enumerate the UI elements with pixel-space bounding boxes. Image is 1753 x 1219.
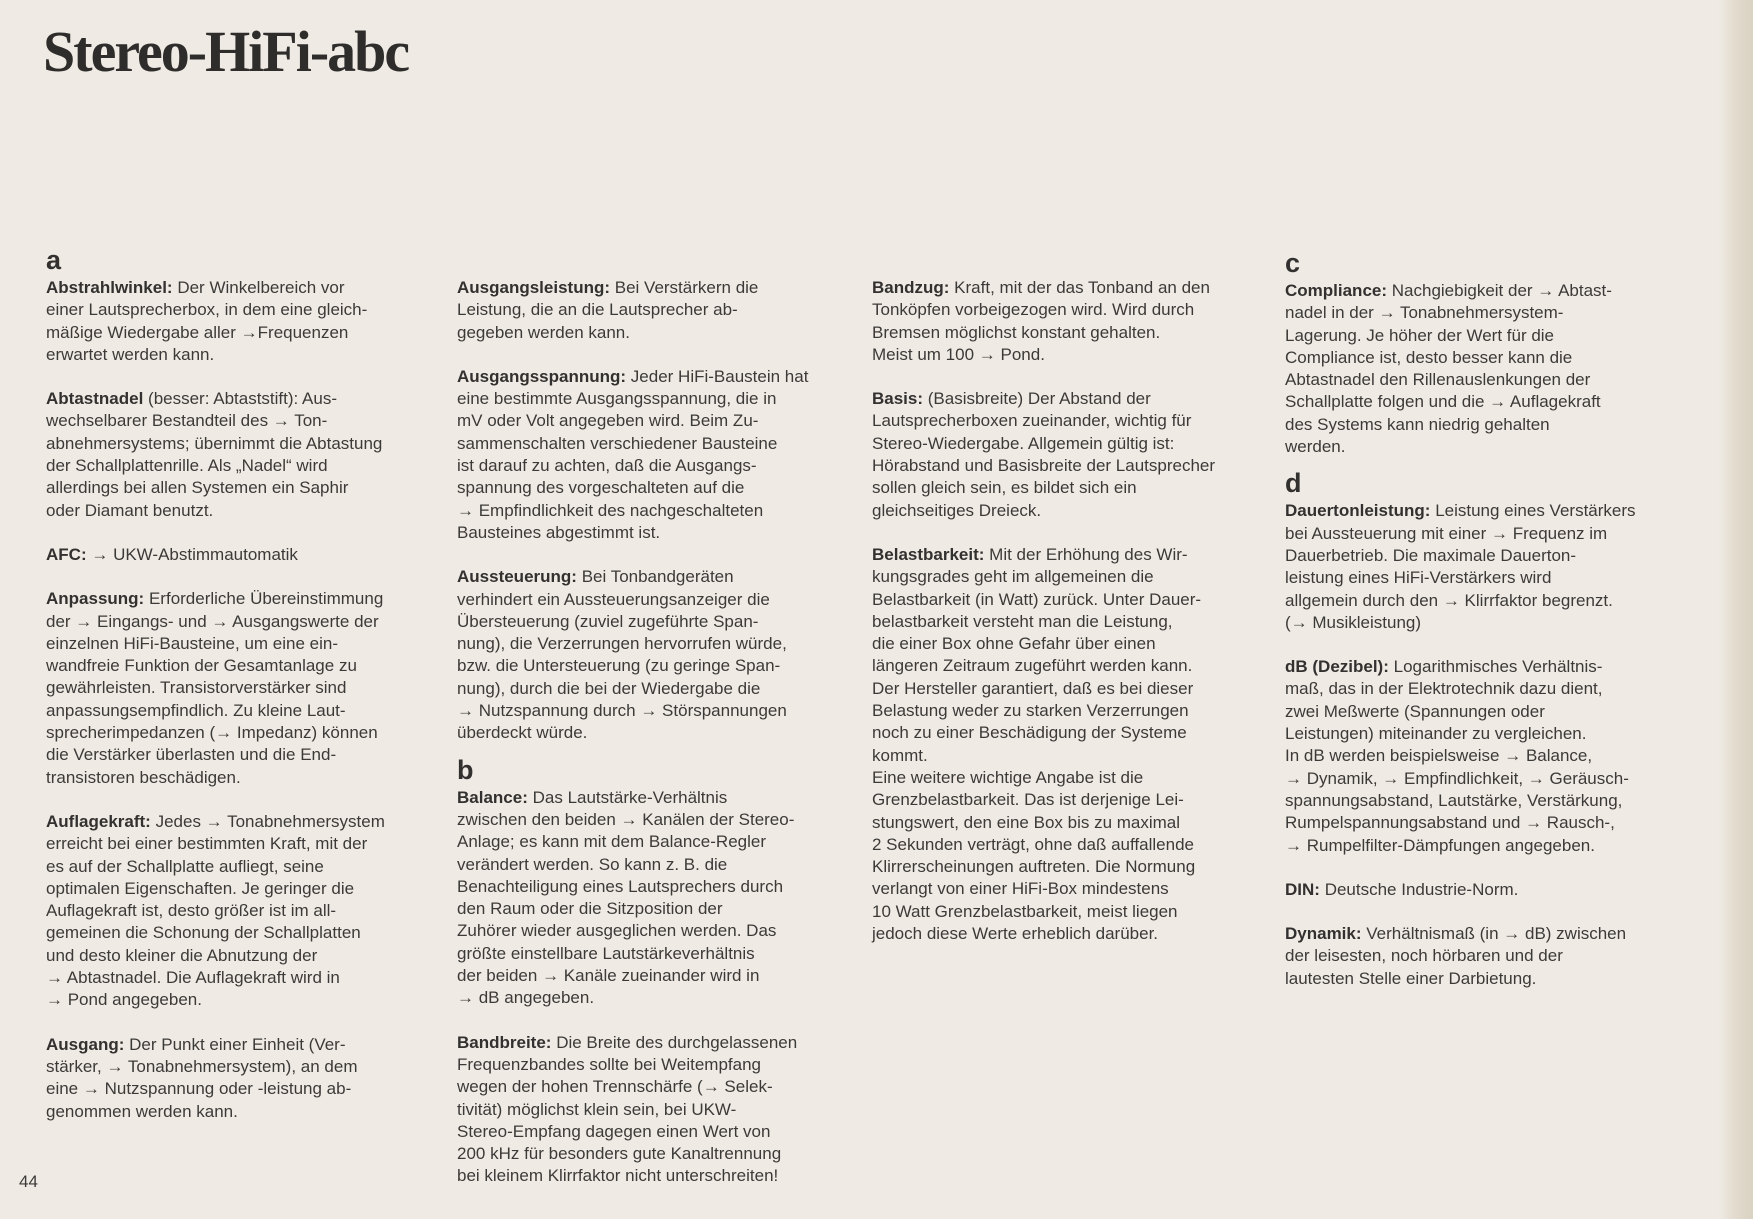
entry-text: mV oder Volt angegeben wird. Beim Zu- (457, 411, 759, 431)
entry-line (1285, 347, 1685, 369)
entry-text: → Abtastnadel. Die Auflagekraft wird in (46, 968, 340, 988)
entry-line (46, 500, 446, 522)
entry-line (46, 767, 446, 789)
entry-text: abnehmersystems; übernimmt die Abtastung (46, 433, 383, 453)
entry-line (1285, 812, 1685, 834)
entry-line (46, 477, 446, 499)
entry-text: Deutsche Industrie-Norm. (1324, 879, 1519, 899)
glossary-entry (457, 1032, 857, 1188)
entry-line (1285, 280, 1685, 302)
entry-text: Schallplatte folgen und die → Auflagekraft (1285, 392, 1601, 412)
section-letter: c (1285, 248, 1301, 278)
entry-line (46, 722, 446, 744)
entry-text: gemeinen die Schonung der Schallplatten (46, 923, 361, 943)
entry-line (457, 722, 857, 744)
entry-line (1285, 835, 1685, 857)
entry-line (46, 989, 446, 1011)
entry-text: allerdings bei allen Systemen ein Saphir (46, 478, 349, 498)
entry-line (872, 477, 1272, 499)
entry-line (1285, 369, 1685, 391)
entry-text: einer Lautsprecherbox, in dem eine gleich- (46, 300, 368, 320)
entry-text: den Raum oder die Sitzposition der (457, 899, 723, 919)
entry-line (457, 920, 857, 942)
entry-line (46, 1078, 446, 1100)
entry-text: belastbarkeit versteht man die Leistung, (872, 611, 1173, 631)
entry-text: (→ Musikleistung) (1285, 612, 1422, 632)
entry-line (457, 700, 857, 722)
entry-text: noch zu einer Beschädigung der Systeme (872, 723, 1187, 743)
entry-text: Übersteuerung (zuviel zugeführte Span- (457, 611, 759, 631)
entry-line (872, 500, 1272, 522)
entry-line (872, 789, 1272, 811)
entry-line (457, 1054, 857, 1076)
entry-text: bei Aussteuerung mit einer → Frequenz im (1285, 523, 1608, 543)
page-title: Stereo-HiFi-abc (43, 19, 409, 84)
entry-line (872, 678, 1272, 700)
entry-text: tivität) möglichst klein sein, bei UKW- (457, 1099, 737, 1119)
entry-text: gewährleisten. Transistorverstärker sind (46, 678, 347, 698)
entry-text: gegeben werden kann. (457, 322, 630, 342)
entry-text: Meist um 100 → Pond. (872, 344, 1045, 364)
entry-line (457, 1121, 857, 1143)
entry-text: Bei Verstärkern die (614, 278, 759, 297)
entry-text: nung), durch die bei der Wiedergabe die (457, 678, 761, 698)
entry-line (1285, 723, 1685, 745)
entry-text: Bei Tonbandgeräten (581, 567, 734, 587)
entry-line (872, 878, 1272, 900)
entry-line (457, 898, 857, 920)
entry-text: nung), die Verzerrungen hervorrufen würde, (457, 634, 787, 654)
entry-term: DIN: (1285, 879, 1320, 899)
glossary-entry (457, 787, 857, 1010)
entry-line (457, 388, 857, 410)
entry-line (46, 299, 446, 321)
entry-line (1285, 325, 1685, 347)
entry-line (46, 967, 446, 989)
entry-line (1285, 879, 1685, 901)
entry-line (46, 1034, 446, 1056)
entry-line (1285, 500, 1685, 522)
entry-line (46, 433, 446, 455)
entry-text: erreicht bei einer bestimmten Kraft, mit der (46, 834, 368, 854)
page-number: 44 (19, 1172, 38, 1191)
entry-text: Rumpelspannungsabstand und → Rausch-, (1285, 813, 1615, 833)
entry-line (46, 611, 446, 633)
entry-line (457, 1143, 857, 1165)
entry-text: sollen gleich sein, es bildet sich ein (872, 478, 1137, 498)
entry-line (872, 722, 1272, 744)
entry-line (46, 344, 446, 366)
entry-line (457, 611, 857, 633)
entry-line (872, 410, 1272, 432)
entry-text: wandfreie Funktion der Gesamtanlage zu (46, 656, 357, 676)
entry-line (1285, 968, 1685, 990)
entry-line (46, 588, 446, 610)
entry-line (1285, 391, 1685, 413)
entry-line (457, 809, 857, 831)
entry-line (457, 1076, 857, 1098)
glossary-entry (46, 811, 446, 1012)
entry-text: genommen werden kann. (46, 1101, 238, 1121)
glossary-entry (1285, 923, 1685, 990)
entry-text: kungsgrades geht im allgemeinen die (872, 567, 1154, 587)
entry-line (1285, 567, 1685, 589)
entry-line (46, 922, 446, 944)
entry-line (46, 455, 446, 477)
entry-text: → Dynamik, → Empfindlichkeit, → Geräusch- (1285, 768, 1629, 788)
entry-line (457, 965, 857, 987)
entry-text: ist darauf zu achten, daß die Ausgangs- (457, 456, 757, 476)
entry-text: die Verstärker überlasten und die End- (46, 745, 337, 765)
entry-text: jedoch diese Werte erheblich darüber. (872, 924, 1159, 944)
entry-text: Bausteines abgestimmt ist. (457, 522, 661, 542)
entry-term: Anpassung: (46, 589, 145, 609)
entry-text: stungswert, den eine Box bis zu maximal (872, 812, 1181, 832)
entry-line (1285, 612, 1685, 634)
glossary-entry (872, 388, 1272, 522)
entry-line (872, 388, 1272, 410)
entry-line (46, 856, 446, 878)
entry-line (1285, 923, 1685, 945)
entry-text: 200 kHz für besonders gute Kanaltrennung (457, 1144, 782, 1164)
entry-text: → dB angegeben. (457, 988, 595, 1008)
entry-line (457, 455, 857, 477)
entry-line (457, 477, 857, 499)
entry-text: Anlage; es kann mit dem Balance-Regler (457, 832, 766, 852)
entry-text: nadel in der → Tonabnehmersystem- (1285, 303, 1564, 323)
entry-text: stärker, → Tonabnehmersystem), an dem (46, 1056, 358, 1076)
entry-text: 2 Sekunden verträgt, ohne daß auffallende (872, 834, 1194, 854)
entry-line (1285, 523, 1685, 545)
entry-line (46, 677, 446, 699)
entry-text: Zuhörer wieder ausgeglichen werden. Das (457, 921, 777, 941)
entry-term: Bandzug: (872, 278, 950, 297)
entry-text: (Basisbreite) Der Abstand der (927, 389, 1151, 409)
entry-line (457, 566, 857, 588)
entry-line (46, 322, 446, 344)
entry-text: → Pond angegeben. (46, 990, 202, 1010)
entry-line (872, 633, 1272, 655)
entry-text: Stereo-Empfang dagegen einen Wert von (457, 1121, 771, 1141)
entry-text: spannung des vorgeschalteten auf die (457, 478, 745, 498)
entry-text: Compliance ist, desto besser kann die (1285, 347, 1573, 367)
entry-line (457, 876, 857, 898)
entry-line (1285, 545, 1685, 567)
glossary-entry (457, 566, 857, 744)
entry-term: Compliance: (1285, 281, 1388, 300)
entry-line (457, 831, 857, 853)
entry-line (457, 410, 857, 432)
entry-line (457, 277, 857, 299)
entry-text: Leistung, die an die Lautsprecher ab- (457, 300, 738, 320)
entry-text: sprecherimpedanzen (→ Impedanz) können (46, 723, 378, 743)
entry-text: lautesten Stelle einer Darbietung. (1285, 968, 1537, 988)
entry-text: Mit der Erhöhung des Wir- (989, 544, 1188, 564)
entry-line (1285, 745, 1685, 767)
entry-text: → Rumpelfilter-Dämpfungen angegeben. (1285, 835, 1595, 855)
entry-text: Jeder HiFi-Baustein hat (630, 366, 809, 386)
entry-line (872, 700, 1272, 722)
entry-text: Hörabstand und Basisbreite der Lautsprecher (872, 456, 1216, 476)
entry-text: Der Punkt einer Einheit (Ver- (129, 1034, 346, 1054)
entry-term: Ausgangsspannung: (457, 366, 627, 386)
entry-text: optimalen Eigenschaften. Je geringer die (46, 878, 355, 898)
entry-line (1285, 590, 1685, 612)
entry-text: der Schallplattenrille. Als „Nadel“ wird (46, 456, 328, 476)
entry-text: Belastung weder zu starken Verzerrungen (872, 701, 1189, 721)
entry-line (457, 854, 857, 876)
column-4 (1285, 246, 1685, 1012)
section-letter: d (1285, 468, 1302, 499)
entry-text: Klirrerscheinungen auftreten. Die Normung (872, 857, 1196, 877)
entry-text: Die Breite des durchgelassenen (556, 1032, 798, 1052)
entry-text: zwei Meßwerte (Spannungen oder (1285, 701, 1545, 721)
entry-line (872, 277, 1272, 299)
entry-line (46, 945, 446, 967)
entry-text: einzelnen HiFi-Bausteine, um eine ein- (46, 633, 338, 653)
entry-text: Der Winkelbereich vor (177, 278, 345, 297)
entry-text: → Nutzspannung durch → Störspannungen (457, 701, 787, 721)
entry-text: der → Eingangs- und → Ausgangswerte der (46, 611, 379, 631)
entry-text: In dB werden beispielsweise → Balance, (1285, 746, 1593, 766)
entry-text: eine bestimmte Ausgangsspannung, die in (457, 389, 777, 409)
entry-text: sammenschalten verschiedener Bausteine (457, 433, 778, 453)
glossary-entry (872, 277, 1272, 366)
entry-line (457, 678, 857, 700)
entry-text: es auf der Schallplatte aufliegt, seine (46, 856, 324, 876)
entry-term: Abstrahlwinkel: (46, 278, 173, 297)
section-letter: a (46, 245, 62, 275)
entry-term: Ausgang: (46, 1034, 125, 1054)
entry-text: überdeckt würde. (457, 723, 588, 743)
glossary-entry (457, 277, 857, 344)
entry-text: der beiden → Kanäle zueinander wird in (457, 966, 760, 986)
entry-text: Erforderliche Übereinstimmung (148, 589, 384, 609)
entry-text: Verhältnismaß (in → dB) zwischen (1366, 924, 1627, 944)
entry-text: allgemein durch den → Klirrfaktor begrenzt. (1285, 590, 1613, 610)
entry-text: Dauerbetrieb. Die maximale Dauerton- (1285, 545, 1577, 565)
entry-line (872, 433, 1272, 455)
entry-line (872, 566, 1272, 588)
entry-text: Leistungen) miteinander zu vergleichen. (1285, 724, 1587, 744)
entry-line (1285, 656, 1685, 678)
entry-line (872, 812, 1272, 834)
entry-line (1285, 701, 1685, 723)
entry-text: kommt. (872, 745, 928, 765)
entry-text: Grenzbelastbarkeit. Das ist derjenige Lei- (872, 790, 1184, 810)
entry-text: Nachgiebigkeit der → Abtast- (1391, 281, 1612, 300)
entry-line (457, 500, 857, 522)
entry-text: Frequenzbandes sollte bei Weitempfang (457, 1054, 761, 1074)
entry-line (46, 878, 446, 900)
entry-line (872, 344, 1272, 366)
entry-text: Leistung eines Verstärkers (1435, 501, 1636, 521)
entry-text: anpassungsempfindlich. Zu kleine Laut- (46, 700, 346, 720)
entry-line (46, 410, 446, 432)
entry-line (872, 589, 1272, 611)
entry-term: AFC: (46, 544, 87, 564)
entry-text: wechselbarer Bestandteil des → Ton- (46, 411, 328, 431)
entry-term: Belastbarkeit: (872, 544, 985, 564)
entry-line (457, 1032, 857, 1054)
entry-line (46, 633, 446, 655)
glossary-entry (457, 366, 857, 544)
entry-line (872, 923, 1272, 945)
entry-line (1285, 436, 1685, 458)
entry-text: des Systems kann niedrig gehalten (1285, 414, 1550, 434)
entry-text: verändert werden. So kann z. B. die (457, 854, 728, 874)
entry-line (46, 900, 446, 922)
entry-text: die einer Box ohne Gefahr über einen (872, 634, 1156, 654)
entry-text: → Empfindlichkeit des nachgeschalteten (457, 500, 764, 520)
glossary-entry (1285, 280, 1685, 458)
entry-term: Basis: (872, 389, 924, 409)
entry-text: Auflagekraft ist, desto größer ist im all- (46, 901, 337, 921)
entry-line (46, 277, 446, 299)
entry-text: erwartet werden kann. (46, 344, 215, 364)
entry-text: zwischen den beiden → Kanälen der Stereo- (457, 809, 795, 829)
entry-line (457, 589, 857, 611)
entry-text: transistoren beschädigen. (46, 767, 241, 787)
entry-text: Belastbarkeit (in Watt) zurück. Unter Dauer- (872, 589, 1202, 609)
entry-line (457, 943, 857, 965)
column-2 (457, 277, 857, 1210)
entry-text: spannungsabstand, Lautstärke, Verstärkung, (1285, 790, 1623, 810)
glossary-entry (46, 588, 446, 789)
entry-line (457, 633, 857, 655)
entry-line (872, 745, 1272, 767)
column-1 (46, 243, 446, 1145)
entry-text: und desto kleiner die Abnutzung der (46, 945, 318, 965)
entry-text: mäßige Wiedergabe aller →Frequenzen (46, 322, 349, 342)
entry-text: Jedes → Tonabnehmersystem (155, 811, 385, 831)
entry-line (1285, 678, 1685, 700)
entry-text: längeren Zeitraum zugeführt werden kann. (872, 656, 1193, 676)
entry-term: Bandbreite: (457, 1032, 552, 1052)
entry-text: bzw. die Untersteuerung (zu geringe Span- (457, 656, 781, 676)
glossary-entry (1285, 879, 1685, 901)
glossary-entry (46, 388, 446, 522)
entry-text: Lautsprecherboxen zueinander, wichtig für (872, 411, 1192, 431)
entry-text: verlangt von einer HiFi-Box mindestens (872, 879, 1169, 899)
entry-line (872, 834, 1272, 856)
glossary-entry (1285, 656, 1685, 857)
entry-term: Ausgangsleistung: (457, 278, 611, 297)
entry-text: → UKW-Abstimmautomatik (91, 544, 298, 564)
entry-line (872, 322, 1272, 344)
entry-text: gleichseitiges Dreieck. (872, 500, 1042, 520)
entry-text: wegen der hohen Trennschärfe (→ Selek- (457, 1077, 773, 1097)
entry-line (46, 388, 446, 410)
entry-term: Dynamik: (1285, 924, 1362, 944)
entry-line (872, 767, 1272, 789)
entry-line (46, 655, 446, 677)
entry-line (457, 322, 857, 344)
entry-line (46, 811, 446, 833)
entry-line (46, 1101, 446, 1123)
entry-line (46, 833, 446, 855)
entry-line (1285, 414, 1685, 436)
entry-text: Logarithmisches Verhältnis- (1393, 657, 1603, 677)
entry-line (457, 522, 857, 544)
entry-text: Abtastnadel den Rillenauslenkungen der (1285, 370, 1591, 390)
entry-line (1285, 768, 1685, 790)
entry-text: werden. (1285, 437, 1346, 457)
entry-line (872, 655, 1272, 677)
glossary-entry (872, 544, 1272, 945)
entry-line (872, 901, 1272, 923)
entry-text: größte einstellbare Lautstärkeverhältnis (457, 943, 755, 963)
entry-term: Balance: (457, 787, 528, 807)
column-3 (872, 277, 1272, 967)
glossary-entry (1285, 500, 1685, 634)
entry-text: Eine weitere wichtige Angabe ist die (872, 767, 1144, 787)
entry-line (1285, 945, 1685, 967)
entry-line (46, 1056, 446, 1078)
entry-line (457, 987, 857, 1009)
glossary-entry (46, 1034, 446, 1123)
entry-line (457, 1165, 857, 1187)
entry-text: 10 Watt Grenzbelastbarkeit, meist liegen (872, 901, 1178, 921)
entry-line (46, 544, 446, 566)
entry-term: Aussteuerung: (457, 567, 577, 587)
entry-line (872, 299, 1272, 321)
entry-line (872, 544, 1272, 566)
entry-text: Benachteiligung eines Lautsprechers durch (457, 876, 784, 896)
entry-line (457, 433, 857, 455)
entry-text: (besser: Abtaststift): Aus- (148, 389, 337, 409)
entry-term: Auflagekraft: (46, 811, 151, 831)
entry-text: eine → Nutzspannung oder -leistung ab- (46, 1079, 352, 1099)
entry-line (872, 611, 1272, 633)
entry-line (46, 744, 446, 766)
entry-term: dB (Dezibel): (1285, 657, 1389, 677)
entry-text: Der Hersteller garantiert, daß es bei dieser (872, 678, 1194, 698)
entry-text: bei kleinem Klirrfaktor nicht unterschreiten! (457, 1166, 779, 1186)
page-edge-shadow (1719, 0, 1753, 1219)
entry-line (872, 455, 1272, 477)
section-letter: b (457, 754, 474, 785)
entry-line (457, 1099, 857, 1121)
entry-text: Kraft, mit der das Tonband an den (954, 278, 1210, 297)
entry-text: maß, das in der Elektrotechnik dazu dient, (1285, 679, 1603, 699)
entry-line (1285, 302, 1685, 324)
entry-term: Dauertonleistung: (1285, 501, 1431, 521)
entry-line (1285, 790, 1685, 812)
entry-text: Stereo-Wiedergabe. Allgemein gültig ist: (872, 433, 1175, 453)
glossary-entry (46, 544, 446, 566)
entry-line (457, 366, 857, 388)
glossary-entry (46, 277, 446, 366)
entry-text: der leisesten, noch hörbaren und der (1285, 946, 1563, 966)
entry-line (457, 787, 857, 809)
entry-text: Tonköpfen vorbeigezogen wird. Wird durch (872, 300, 1195, 320)
entry-line (872, 856, 1272, 878)
entry-text: Das Lautstärke-Verhältnis (532, 787, 728, 807)
entry-text: leistung eines HiFi-Verstärkers wird (1285, 568, 1552, 588)
entry-text: verhindert ein Aussteuerungsanzeiger die (457, 589, 770, 609)
entry-line (46, 700, 446, 722)
entry-line (457, 655, 857, 677)
entry-text: oder Diamant benutzt. (46, 500, 214, 520)
entry-text: Bremsen möglichst konstant gehalten. (872, 322, 1161, 342)
entry-term: Abtastnadel (46, 389, 144, 409)
entry-line (457, 299, 857, 321)
entry-text: Lagerung. Je höher der Wert für die (1285, 325, 1555, 345)
